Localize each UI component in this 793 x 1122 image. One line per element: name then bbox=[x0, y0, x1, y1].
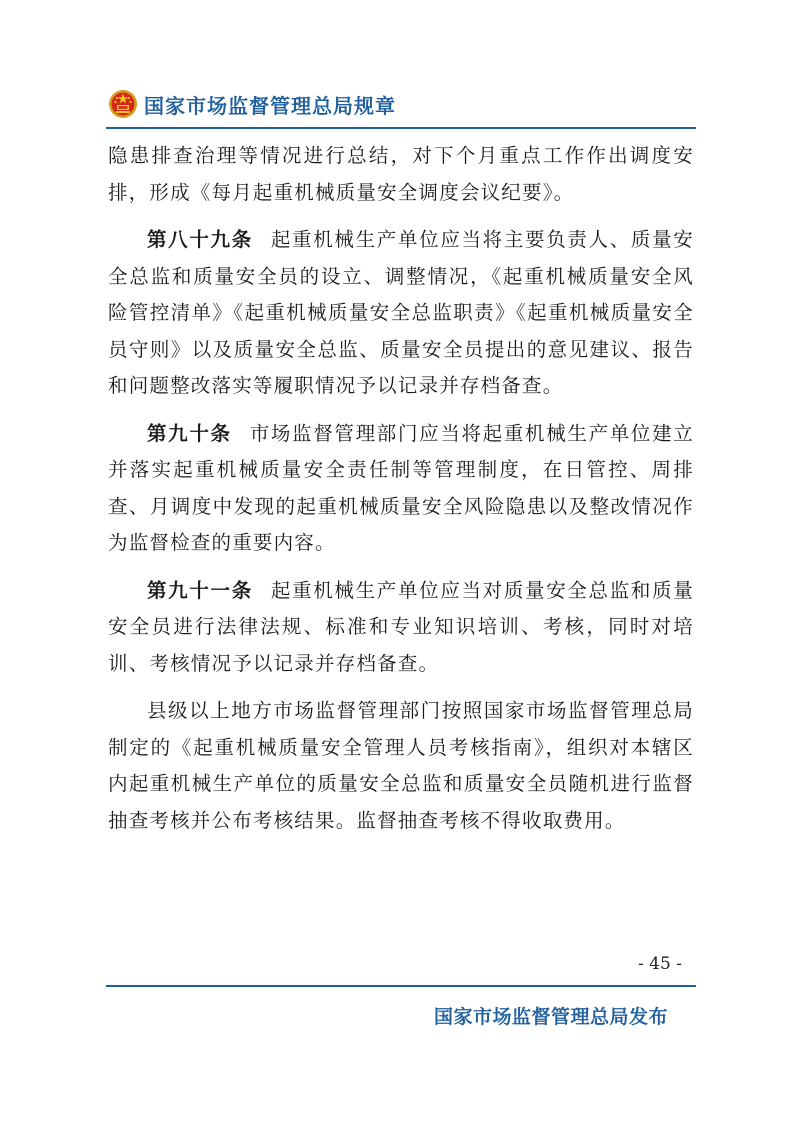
paragraph bbox=[108, 138, 694, 211]
article-paragraph bbox=[108, 222, 694, 405]
paragraph-text: 起重机械生产单位应当对质量安全总监和质量安全员进行法律法规、标准和专业知识培训、考核，同时对培训、考核情况予以记录并存档备查。 bbox=[108, 578, 694, 675]
paragraph-text: 起重机械生产单位应当将主要负责人、质量安全总监和质量安全员的设立、调整情况，《起重机械质量安全风险管控清单》《起重机械质量安全总监职责》《起重机械质量安全员守则》以及质量安全总监、质量安全员提出的意见建议、报告和问题整改落实等履职情况予以记录并存档备查。 bbox=[108, 228, 694, 397]
article-paragraph bbox=[108, 573, 694, 683]
footer-divider bbox=[106, 985, 696, 987]
paragraph bbox=[108, 693, 694, 839]
page-header bbox=[108, 84, 396, 124]
footer-publisher: 国家市场监督管理总局发布 bbox=[434, 1006, 669, 1028]
article-paragraph bbox=[108, 416, 694, 562]
article-number: 第八十九条 bbox=[147, 228, 253, 251]
document-body bbox=[108, 138, 694, 850]
header-divider bbox=[106, 127, 696, 129]
paragraph-text: 县级以上地方市场监督管理部门按照国家市场监督管理总局制定的《起重机械质量安全管理人员考核指南》，组织对本辖区内起重机械生产单位的质量安全总监和质量安全员随机进行监督抽查考核并公布考核结果。监督抽查考核不得收取费用。 bbox=[108, 699, 694, 832]
national-emblem-icon bbox=[108, 89, 138, 119]
article-number: 第九十条 bbox=[147, 421, 232, 445]
page-number: - 45 - bbox=[638, 954, 682, 974]
paragraph-text: 市场监督管理部门应当将起重机械生产单位建立并落实起重机械质量安全责任制等管理制度，在日管控、周排查、月调度中发现的起重机械质量安全风险隐患以及整改情况作为监督检查的重要内容。 bbox=[108, 421, 694, 554]
paragraph-text: 隐患排查治理等情况进行总结，对下个月重点工作作出调度安排，形成《每月起重机械质量安全调度会议纪要》。 bbox=[108, 144, 694, 204]
header-title: 国家市场监督管理总局规章 bbox=[144, 93, 396, 118]
article-number: 第九十一条 bbox=[147, 578, 253, 602]
